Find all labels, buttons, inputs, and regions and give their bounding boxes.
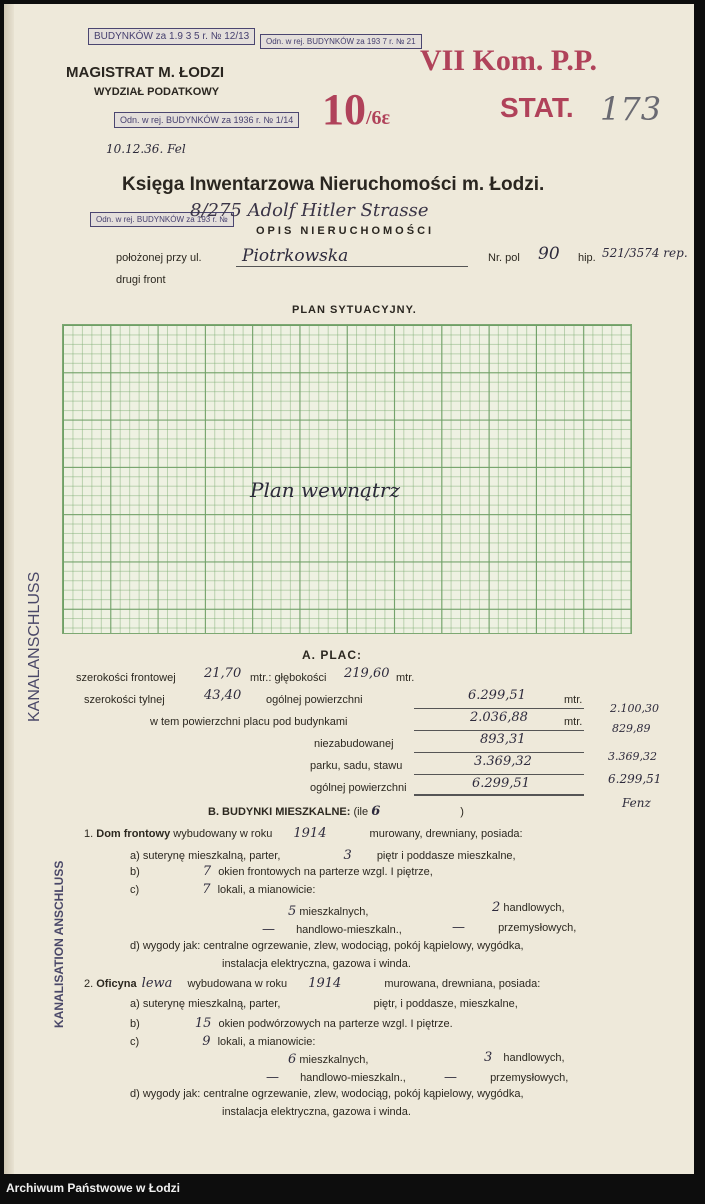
area-line	[414, 708, 584, 709]
margin-signature: Fenz	[622, 796, 651, 810]
depth-label: mtr.: głębokości	[250, 672, 327, 684]
b1-b: b) 7 okien frontowych na parterze wzgl. I piętrze,	[130, 864, 433, 879]
b1-c: c) 7 lokali, a mianowicie:	[130, 882, 316, 897]
big-number: 10/6ε	[322, 85, 391, 134]
department-name: WYDZIAŁ PODATKOWY	[94, 86, 220, 98]
archive-name: Archiwum Państwowe w Łodzi	[6, 1181, 181, 1195]
stat-stamp: STAT.	[500, 92, 574, 123]
area-row-0-label: w tem powierzchni placu pod budynkami	[150, 716, 348, 728]
area-row-2-value: 3.369,32	[474, 754, 532, 769]
b1-line1: 1. Dom frontowy wybudowany w roku 1914 murowany, drewniany, posiada:	[84, 826, 523, 841]
page-title: Księga Inwentarzowa Nieruchomości m. Łodzi.	[122, 174, 545, 195]
total-area-label: ogólnej powierzchni	[266, 694, 363, 706]
street-line	[236, 266, 468, 267]
street-annotation: 8/275 Adolf Hitler Strasse	[190, 200, 429, 221]
area-line	[414, 752, 584, 753]
stamp-1936: Odn. w rej. BUDYNKÓW za 1936 r. № 1/14	[114, 112, 299, 128]
office-name: MAGISTRAT M. ŁODZI	[66, 64, 225, 81]
total-area-unit: mtr.	[564, 694, 583, 706]
stamp-193: Odn. w rej. BUDYNKÓW za 193 r. №	[90, 212, 234, 227]
b2-a: a) suterynę mieszkalną, parter, piętr, i poddasze, mieszkalne,	[130, 998, 518, 1010]
b1-a: a) suterynę mieszkalną, parter, 3 piętr i poddasze mieszkalne,	[130, 848, 516, 863]
commission-stamp: VII Kom. P.P.	[420, 44, 597, 77]
area-line	[414, 774, 584, 775]
area-row-2-label: parku, sadu, stawu	[310, 760, 403, 772]
b1-mixed: — handlowo-mieszkaln.,	[262, 922, 402, 937]
depth-value: 219,60	[344, 666, 390, 681]
area-row-3-label: ogólnej powierzchni	[310, 782, 407, 794]
area-row-3-value: 6.299,51	[472, 776, 530, 791]
b1-industrial: — przemysłowych,	[452, 920, 577, 935]
width-back-value: 43,40	[204, 688, 242, 703]
b2-residential: 6 mieszkalnych,	[288, 1052, 369, 1067]
area-row-1-label: niezabudowanej	[314, 738, 394, 750]
b2-c: c) 9 lokali, a mianowicie:	[130, 1034, 316, 1049]
area-row-0-margin: 2.100,30	[610, 702, 659, 715]
nr-value: 90	[538, 244, 560, 264]
total-area-value: 6.299,51	[468, 688, 526, 703]
hip-value: 521/3574 rep.	[602, 246, 688, 260]
document-page	[4, 4, 694, 1174]
date-note: 10.12.36. Fel	[106, 142, 186, 156]
area-row-0-unit: mtr.	[564, 716, 583, 728]
b2-d2: instalacja elektryczna, gazowa i winda.	[222, 1106, 411, 1118]
b1-d: d) wygody jak: centralne ogrzewanie, zlew, wodociąg, pokój kąpielowy, wygódka,	[130, 940, 524, 952]
side-text-2: KANALISATION ANSCHLUSS	[52, 860, 66, 1028]
b1-commercial: 2 handlowych,	[492, 900, 565, 915]
area-line	[414, 794, 584, 796]
nr-label: Nr. pol	[488, 252, 520, 264]
area-row-1-margin: 829,89	[612, 722, 651, 735]
area-row-2-margin: 3.369,32	[608, 750, 657, 763]
plan-note: Plan wewnątrz	[250, 478, 401, 502]
b2-d: d) wygody jak: centralne ogrzewanie, zlew, wodociąg, pokój kąpielowy, wygódka,	[130, 1088, 524, 1100]
area-line	[414, 730, 584, 731]
b2-b: b) 15 okien podwórzowych na parterze wzgl. I piętrze.	[130, 1016, 453, 1031]
hip-label: hip.	[578, 252, 596, 264]
stat-number: 173	[600, 90, 662, 128]
section-a-title: A. PLAC:	[302, 648, 362, 662]
page-edge	[4, 4, 14, 1174]
side-text-1: KANALANSCHLUSS	[26, 571, 43, 722]
plan-title: PLAN SYTUACYJNY.	[292, 304, 417, 316]
b2-commercial: 3 handlowych,	[484, 1050, 565, 1065]
subtitle: OPIS NIERUCHOMOŚCI	[256, 225, 435, 237]
area-row-1-value: 893,31	[480, 732, 526, 747]
depth-unit: mtr.	[396, 672, 415, 684]
archive-footer	[0, 1174, 705, 1204]
b2-mixed: — handlowo-mieszkaln.,	[266, 1070, 406, 1085]
width-front-value: 21,70	[204, 666, 242, 681]
location-label: położonej przy ul.	[116, 252, 202, 264]
section-b-title: B. BUDYNKI MIESZKALNE: (ile 6 )	[208, 804, 464, 819]
width-front-label: szerokości frontowej	[76, 672, 176, 684]
area-row-3-margin: 6.299,51	[608, 772, 662, 786]
b2-industrial: — przemysłowych,	[444, 1070, 569, 1085]
stamp-1935: BUDYNKÓW za 1.9 3 5 r. № 12/13	[88, 28, 255, 45]
area-row-0-value: 2.036,88	[470, 710, 528, 725]
second-front-label: drugi front	[116, 274, 166, 286]
b2-line1: 2. Oficyna lewa wybudowana w roku 1914 murowana, drewniana, posiada:	[84, 976, 541, 991]
width-back-label: szerokości tylnej	[84, 694, 165, 706]
street-name: Piotrkowska	[242, 246, 349, 266]
stamp-1937: Odn. w rej. BUDYNKÓW za 193 7 r. № 21	[260, 34, 422, 49]
b1-d2: instalacja elektryczna, gazowa i winda.	[222, 958, 411, 970]
b1-residential: 5 mieszkalnych,	[288, 904, 369, 919]
